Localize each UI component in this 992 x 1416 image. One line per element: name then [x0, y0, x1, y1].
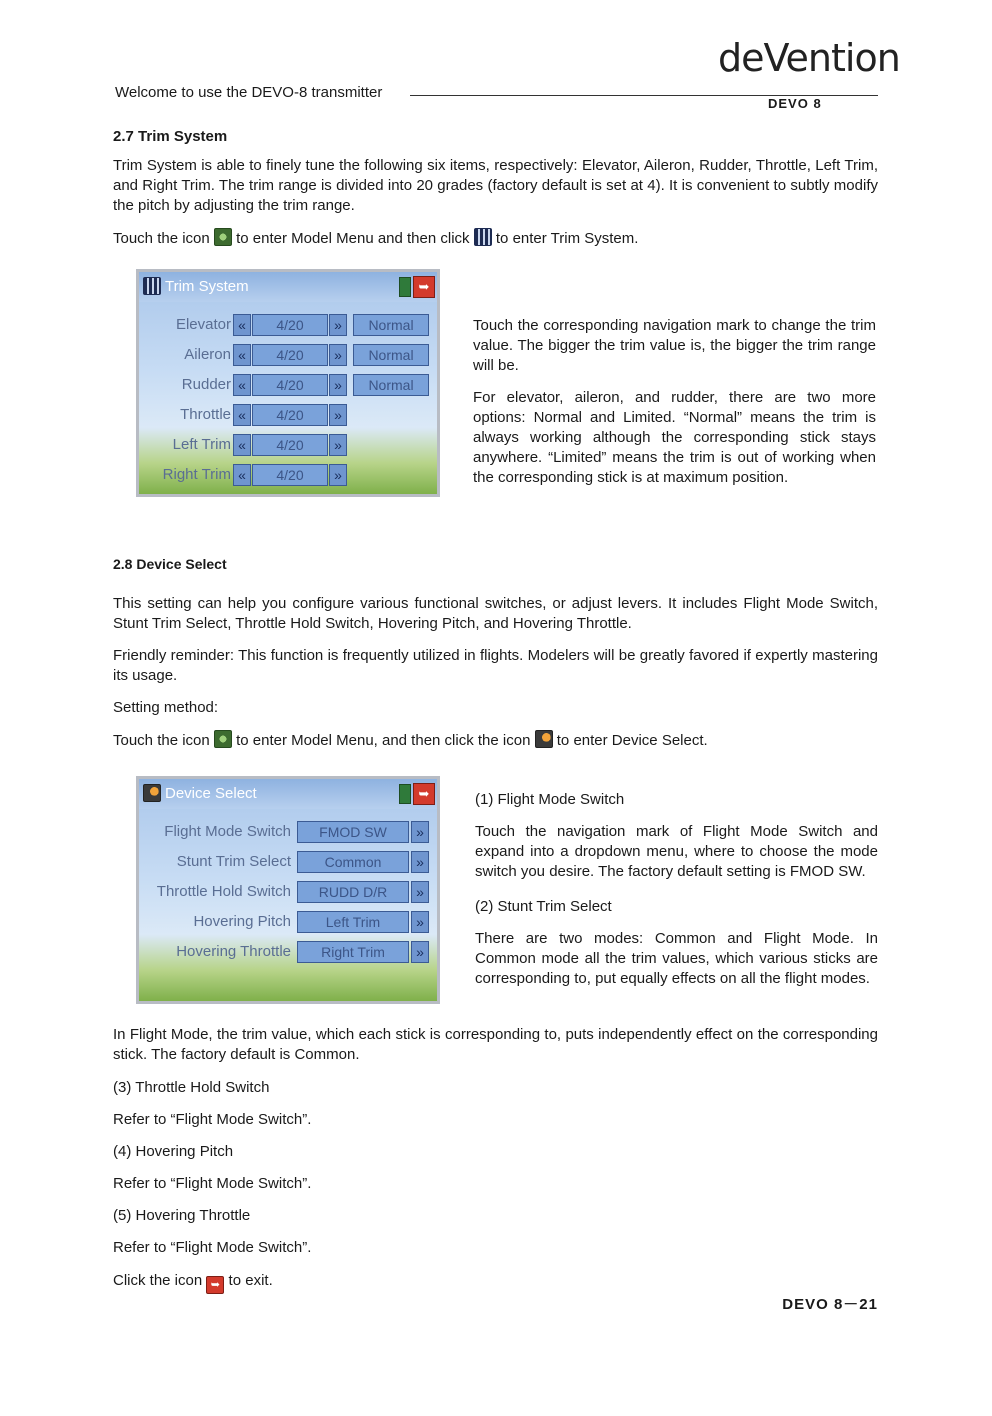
- trim-instruction: [113, 228, 878, 249]
- device-dropdown-button[interactable]: »: [411, 941, 429, 963]
- model-menu-icon: [214, 730, 232, 748]
- device-reminder: Friendly reminder: This function is frequently utilized in flights. Modelers will be greatly favored if expertly mastering its usage.: [113, 647, 878, 684]
- trim-row-label: Left Trim: [172, 436, 231, 453]
- trim-value: 4/20: [252, 344, 328, 366]
- exit-instruction: [113, 1271, 273, 1294]
- device-select-icon: [143, 784, 161, 802]
- hovering-pitch-text: Refer to “Flight Mode Switch”.: [113, 1175, 312, 1192]
- device-intro: This setting can help you configure various functional switches, or adjust levers. It includes Flight Mode Switch, Stunt Trim Select, Throttle Hold Switch, Hovering Pitch, and Hovering Throttle.: [113, 595, 878, 632]
- device-dropdown-button[interactable]: »: [411, 881, 429, 903]
- stunt-trim-title: (2) Stunt Trim Select: [475, 898, 612, 915]
- device-setting-method: Setting method:: [113, 699, 219, 716]
- device-instruction-a: Touch the icon: [113, 732, 210, 749]
- device-select-screen: [136, 776, 440, 1004]
- hovering-throttle-text: Refer to “Flight Mode Switch”.: [113, 1239, 312, 1256]
- page-number: DEVO 8－21: [782, 1296, 878, 1313]
- trim-screen-titlebar: [139, 272, 437, 302]
- device-row-label: Throttle Hold Switch: [156, 883, 291, 900]
- device-dropdown-button[interactable]: »: [411, 911, 429, 933]
- trim-decrease-button[interactable]: «: [233, 434, 251, 456]
- exit-icon[interactable]: ➥: [413, 276, 435, 298]
- trim-screen-title: Trim System: [165, 278, 249, 295]
- device-instruction-b: to enter Model Menu, and then click the icon: [236, 732, 531, 749]
- flight-mode-switch-title: (1) Flight Mode Switch: [475, 791, 625, 808]
- trim-instruction-b: to enter Model Menu and then click: [236, 230, 470, 247]
- trim-increase-button[interactable]: »: [329, 404, 347, 426]
- trim-mode-button[interactable]: Normal: [353, 344, 429, 366]
- hovering-throttle-title: (5) Hovering Throttle: [113, 1207, 251, 1224]
- trim-value: 4/20: [252, 464, 328, 486]
- section-heading-device: 2.8 Device Select: [113, 556, 227, 572]
- trim-decrease-button[interactable]: «: [233, 314, 251, 336]
- throttle-hold-title: (3) Throttle Hold Switch: [113, 1079, 270, 1096]
- brand-model: DEVO 8: [768, 96, 822, 111]
- device-value-button[interactable]: Left Trim: [297, 911, 409, 933]
- model-menu-icon: [214, 228, 232, 246]
- device-dropdown-button[interactable]: »: [411, 821, 429, 843]
- header-title: Welcome to use the DEVO-8 transmitter: [115, 84, 383, 101]
- device-instruction-c: to enter Device Select.: [556, 732, 708, 749]
- device-select-icon: [535, 730, 553, 748]
- trim-row-label: Throttle: [180, 406, 231, 423]
- trim-row-label: Elevator: [175, 316, 231, 333]
- trim-increase-button[interactable]: »: [329, 374, 347, 396]
- trim-mode-button[interactable]: Normal: [353, 314, 429, 336]
- trim-instruction-c: to enter Trim System.: [495, 230, 639, 247]
- device-instruction: [113, 730, 878, 751]
- trim-decrease-button[interactable]: «: [233, 344, 251, 366]
- trim-value: 4/20: [252, 434, 328, 456]
- device-value-button[interactable]: FMOD SW: [297, 821, 409, 843]
- device-value-button[interactable]: Common: [297, 851, 409, 873]
- trim-system-icon: [143, 277, 161, 295]
- device-value-button[interactable]: RUDD D/R: [297, 881, 409, 903]
- trim-value: 4/20: [252, 374, 328, 396]
- exit-instruction-a: Click the icon: [113, 1272, 203, 1289]
- device-row-label: Stunt Trim Select: [176, 853, 291, 870]
- trim-increase-button[interactable]: »: [329, 344, 347, 366]
- exit-icon: ➥: [206, 1276, 224, 1294]
- throttle-hold-text: Refer to “Flight Mode Switch”.: [113, 1111, 312, 1128]
- flight-mode-switch-text: Touch the navigation mark of Flight Mode Switch and expand into a dropdown menu, where to choose the mode switch you desire. The factory default setting is FMOD SW.: [475, 823, 878, 880]
- trim-system-screen: [136, 269, 440, 497]
- trim-instruction-a: Touch the icon: [113, 230, 210, 247]
- exit-instruction-b: to exit.: [228, 1272, 273, 1289]
- exit-icon[interactable]: ➥: [413, 783, 435, 805]
- trim-desc-1: Touch the corresponding navigation mark to change the trim value. The bigger the trim value is, the bigger the trim range will be.: [473, 317, 876, 374]
- trim-increase-button[interactable]: »: [329, 314, 347, 336]
- trim-value: 4/20: [252, 404, 328, 426]
- trim-row-label: Right Trim: [162, 466, 231, 483]
- trim-decrease-button[interactable]: «: [233, 374, 251, 396]
- device-dropdown-button[interactable]: »: [411, 851, 429, 873]
- trim-row-label: Rudder: [181, 376, 231, 393]
- device-row-label: Hovering Pitch: [193, 913, 291, 930]
- trim-system-icon: [474, 228, 492, 246]
- trim-decrease-button[interactable]: «: [233, 464, 251, 486]
- battery-icon: [399, 784, 411, 804]
- battery-icon: [399, 277, 411, 297]
- device-screen-title: Device Select: [165, 785, 257, 802]
- device-screen-titlebar: [139, 779, 437, 809]
- flight-mode-text: In Flight Mode, the trim value, which each stick is corresponding to, puts independently effect on the corresponding stick. The factory default is Common.: [113, 1026, 878, 1063]
- trim-value: 4/20: [252, 314, 328, 336]
- trim-intro: Trim System is able to finely tune the following six items, respectively: Elevator, Aileron, Rudder, Throttle, Left Trim, and Right Trim. The trim range is divided into 20 grades (factory default is set at 4). It is convenient to subtly modify the pitch by adjusting the trim range.: [113, 157, 878, 214]
- trim-decrease-button[interactable]: «: [233, 404, 251, 426]
- trim-increase-button[interactable]: »: [329, 434, 347, 456]
- brand-logo: deVention: [718, 36, 900, 80]
- hovering-pitch-title: (4) Hovering Pitch: [113, 1143, 234, 1160]
- trim-desc-2: For elevator, aileron, and rudder, there are two more options: Normal and Limited. “Normal” means the trim is always working although the corresponding stick stays anywhere. “Limited” means the trim is out of working when the corresponding stick is at maximum position.: [473, 389, 876, 486]
- section-heading-trim: 2.7 Trim System: [113, 128, 228, 145]
- device-value-button[interactable]: Right Trim: [297, 941, 409, 963]
- device-row-label: Hovering Throttle: [176, 943, 291, 960]
- trim-increase-button[interactable]: »: [329, 464, 347, 486]
- trim-mode-button[interactable]: Normal: [353, 374, 429, 396]
- trim-row-label: Aileron: [184, 346, 231, 363]
- device-row-label: Flight Mode Switch: [164, 823, 291, 840]
- stunt-trim-text: There are two modes: Common and Flight Mode. In Common mode all the trim values, which various sticks are corresponding to, put equally effects on all the flight modes.: [475, 930, 878, 987]
